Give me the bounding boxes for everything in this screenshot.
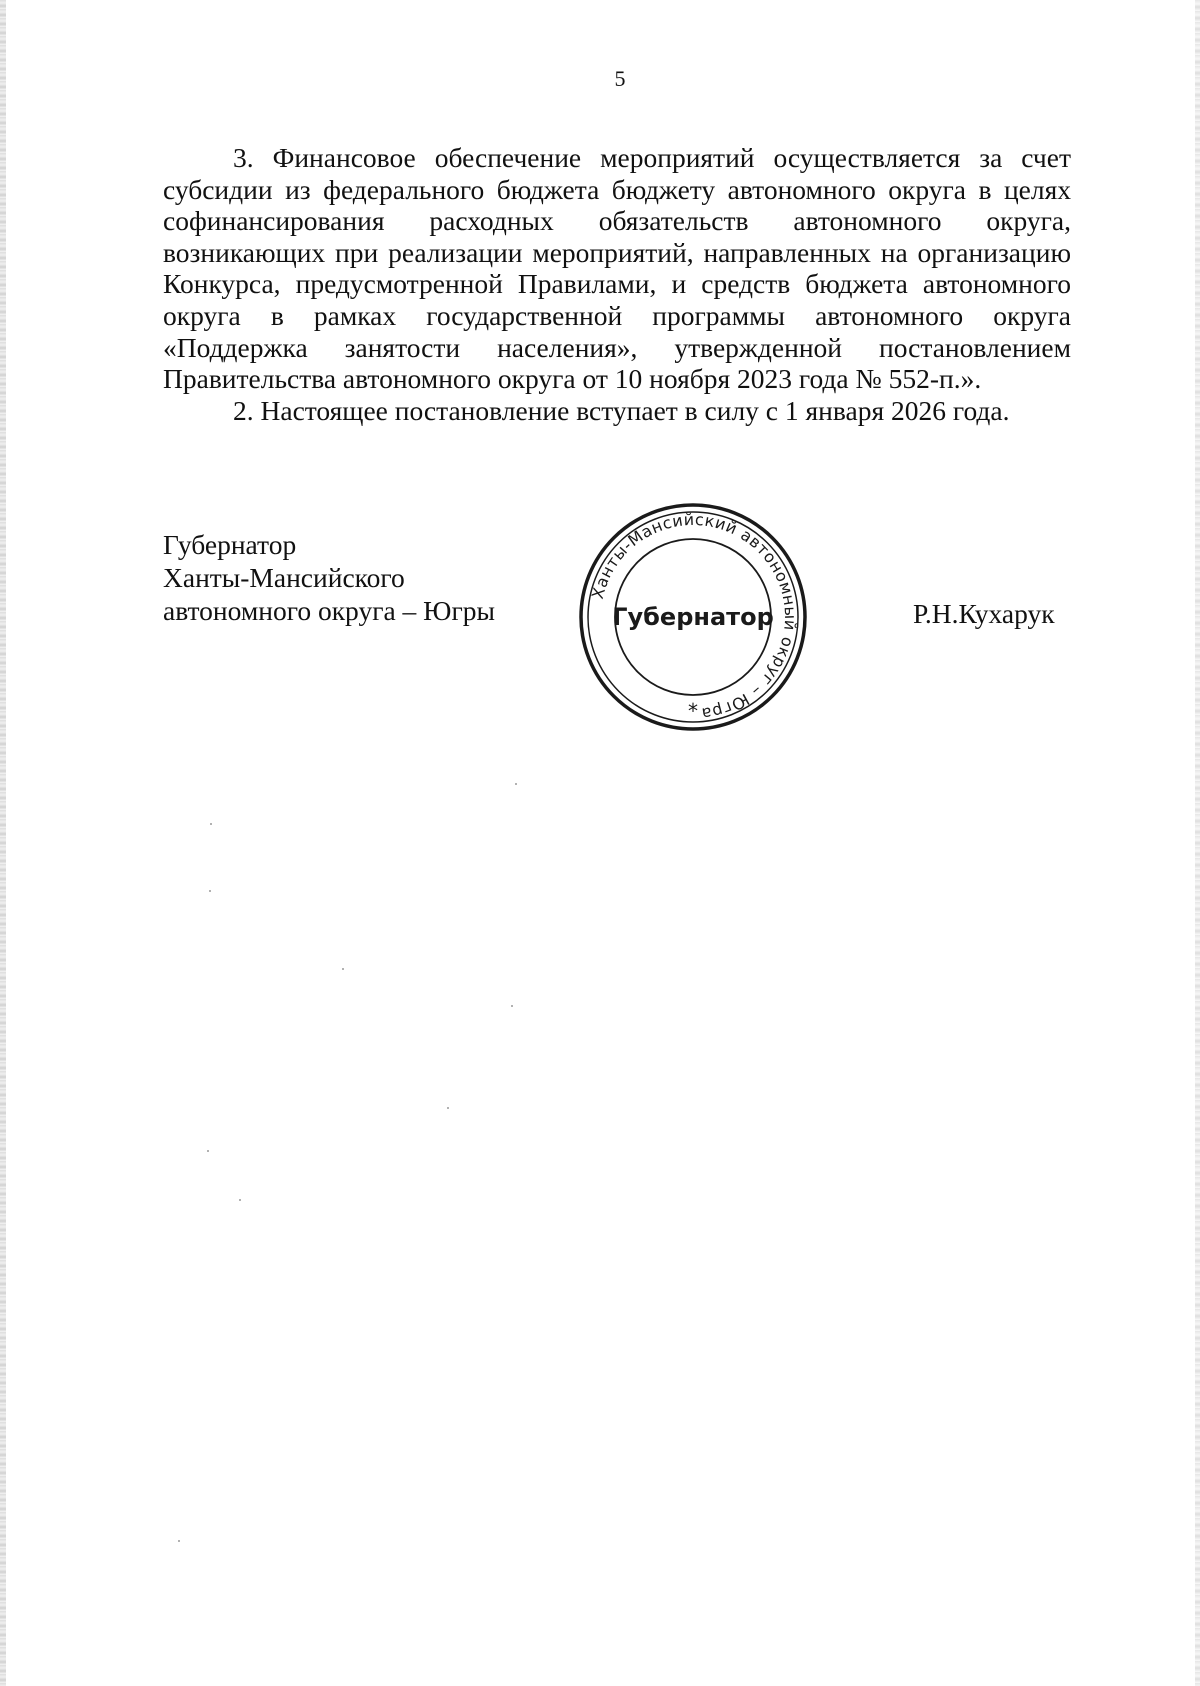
scan-speck <box>178 1540 180 1542</box>
signatory-title-line: Ханты-Мансийского <box>163 562 405 593</box>
paragraph-line: округа в рамках государственной программы автономного округа <box>163 299 1071 331</box>
document-body <box>163 142 1071 426</box>
scan-edge-right <box>1195 0 1200 1686</box>
signatory-title-line: автономного округа – Югры <box>163 595 495 626</box>
page-number: 5 <box>614 66 626 91</box>
signatory-name: Р.Н.Кухарук <box>913 598 1055 629</box>
scan-speck <box>239 1199 241 1201</box>
paragraph-line: Правительства автономного округа от 10 ноября 2023 года № 552-п.». <box>163 363 982 395</box>
seal-star: * <box>688 699 698 723</box>
paragraph-line: софинансирования расходных обязательств автономного округа, <box>163 205 1071 237</box>
paragraph-2 <box>163 395 1071 427</box>
signatory-title-line: Губернатор <box>163 529 297 560</box>
paragraph-line: 2. Настоящее постановление вступает в силу с 1 января 2026 года. <box>233 394 1010 426</box>
official-seal <box>576 500 810 734</box>
scan-speck <box>207 1150 209 1152</box>
scan-speck <box>342 968 344 970</box>
seal-ring-text: Ханты-Мансийский автономный округ – Югра <box>587 509 801 724</box>
paragraph-3 <box>163 142 1071 395</box>
paragraph-line: «Поддержка занятости населения», утвержденной постановлением <box>163 331 1071 363</box>
paragraph-line: субсидии из федерального бюджета бюджету автономного округа в целях <box>163 173 1071 205</box>
seal-center-text: Губернатор <box>612 603 774 631</box>
paragraph-line: Конкурса, предусмотренной Правилами, и средств бюджета автономного <box>163 268 1071 300</box>
scan-speck <box>210 823 212 825</box>
scan-speck <box>447 1107 449 1109</box>
scan-speck <box>515 783 517 785</box>
scan-speck <box>209 890 211 892</box>
paragraph-line: возникающих при реализации мероприятий, направленных на организацию <box>163 236 1071 268</box>
signatory-title <box>163 528 495 627</box>
paragraph-line: 3. Финансовое обеспечение мероприятий осуществляется за счет <box>233 142 1071 173</box>
scan-edge-left <box>0 0 6 1686</box>
scan-speck <box>511 1005 513 1007</box>
